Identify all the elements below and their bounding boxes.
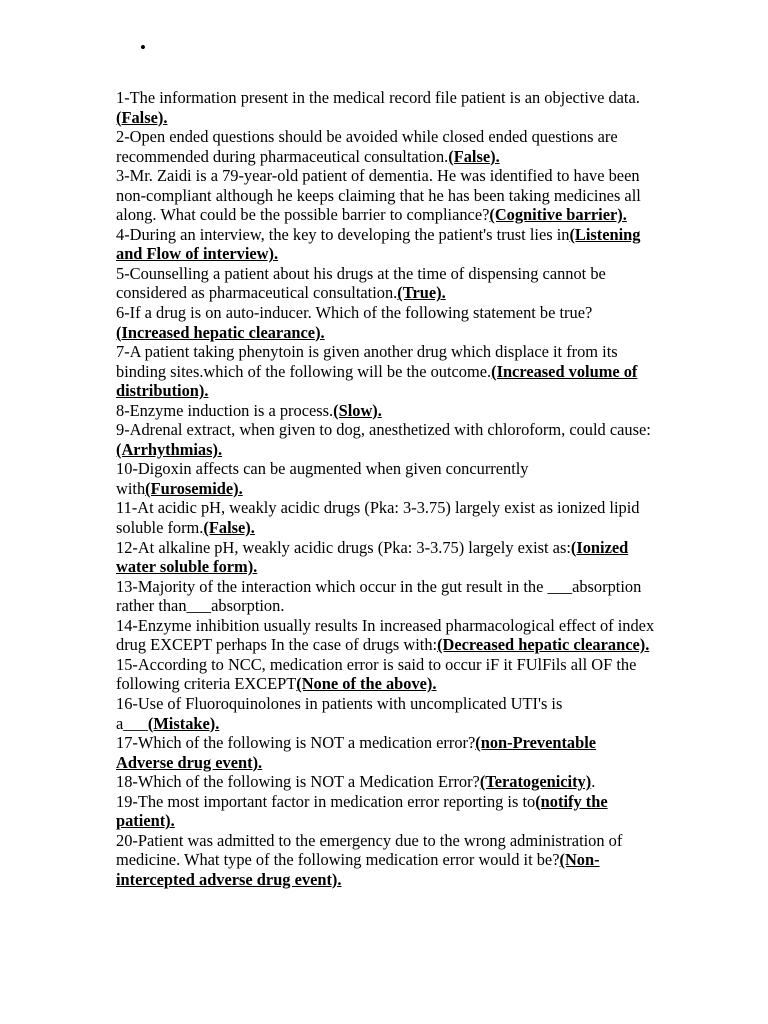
question-7 <box>116 342 656 401</box>
question-15 <box>116 655 656 694</box>
question-text: 13-Majority of the interaction which occur in the gut result in the ___absorption rather than___absorption. <box>116 576 642 616</box>
question-3 <box>116 166 656 225</box>
answer-text: (Cognitive barrier). <box>489 205 627 225</box>
question-text: 20-Patient was admitted to the emergency due to the wrong administration of medicine. What type of the following medication error would it be? <box>116 830 623 870</box>
answer-text: (Increased hepatic clearance). <box>116 322 325 342</box>
question-text: 5-Counselling a patient about his drugs at the time of dispensing cannot be considered as pharmaceutical consultation. <box>116 263 606 303</box>
answer-text: (False). <box>448 146 500 166</box>
answer-text: (True). <box>397 283 446 303</box>
question-text: 16-Use of Fluoroquinolones in patients with uncomplicated UTI's is a___ <box>116 693 563 733</box>
answer-text: (False). <box>203 518 255 538</box>
answer-text: (Decreased hepatic clearance). <box>437 635 650 655</box>
question-text: 17-Which of the following is NOT a medication error? <box>116 733 476 753</box>
question-text: 11-At acidic pH, weakly acidic drugs (Pka: 3-3.75) largely exist as ionized lipid soluble form. <box>116 498 640 538</box>
question-12 <box>116 538 656 577</box>
question-6 <box>116 303 656 342</box>
question-10 <box>116 459 656 498</box>
answer-text: (None of the above). <box>296 674 437 694</box>
question-text: 18-Which of the following is NOT a Medication Error? <box>116 772 480 792</box>
question-11 <box>116 498 656 537</box>
question-16 <box>116 694 656 733</box>
question-4 <box>116 225 656 264</box>
answer-text: (Increased volume of distribution). <box>116 361 638 401</box>
answer-text: (non-Preventable Adverse drug event). <box>116 733 597 772</box>
question-2 <box>116 127 656 166</box>
question-text: 7-A patient taking phenytoin is given another drug which displace it from its binding sites.which of the following will be the outcome. <box>116 342 618 381</box>
question-20 <box>116 831 656 890</box>
question-1 <box>116 88 656 127</box>
question-text: 14-Enzyme inhibition usually results In increased pharmacological effect of index drug EXCEPT perhaps In the case of drugs with: <box>116 615 655 655</box>
answer-text: (notify the patient). <box>116 791 608 831</box>
question-8 <box>116 401 656 421</box>
trailing-punctuation: . <box>591 772 596 792</box>
answer-text: (Non-intercepted adverse drug event). <box>116 850 600 889</box>
question-text: 19-The most important factor in medication error reporting is to <box>116 791 536 811</box>
answer-text: (Arrhythmias). <box>116 439 223 459</box>
question-14 <box>116 616 656 655</box>
question-text: 8-Enzyme induction is a process. <box>116 400 334 420</box>
question-17 <box>116 733 656 772</box>
question-text: 15-According to NCC, medication error is said to occur iF it FUlFils all OF the following criteria EXCEPT <box>116 654 637 694</box>
question-text: 9-Adrenal extract, when given to dog, anesthetized with chloroform, could cause: <box>116 420 651 440</box>
question-text: 3-Mr. Zaidi is a 79-year-old patient of dementia. He was identified to have been non-compliant although he keeps claiming that he has been taking medicines all along. What could be the possible barrier to compliance? <box>116 166 641 225</box>
question-answer-list <box>116 88 656 889</box>
list-bullet: • <box>140 38 146 57</box>
answer-text: (Teratogenicity) <box>479 772 592 792</box>
question-text: 2-Open ended questions should be avoided while closed ended questions are recommended during pharmaceutical consultation. <box>116 127 618 166</box>
question-text: 10-Digoxin affects can be augmented when given concurrently with <box>116 459 529 498</box>
answer-text: (Listening and Flow of interview). <box>116 224 641 264</box>
question-text: 6-If a drug is on auto-inducer. Which of the following statement be true? <box>116 303 593 323</box>
answer-text: (Ionized water soluble form). <box>116 537 629 577</box>
question-9 <box>116 420 656 459</box>
question-19 <box>116 792 656 831</box>
question-18 <box>116 772 656 792</box>
question-13 <box>116 577 656 616</box>
question-text: 1-The information present in the medical record file patient is an objective data. <box>116 88 640 107</box>
answer-text: (False). <box>116 107 168 127</box>
answer-text: (Mistake). <box>147 713 220 733</box>
question-text: 4-During an interview, the key to developing the patient's trust lies in <box>116 224 570 244</box>
question-text: 12-At alkaline pH, weakly acidic drugs (Pka: 3-3.75) largely exist as: <box>116 537 571 557</box>
answer-text: (Furosemide). <box>145 478 243 498</box>
question-5 <box>116 264 656 303</box>
answer-text: (Slow). <box>333 400 382 420</box>
